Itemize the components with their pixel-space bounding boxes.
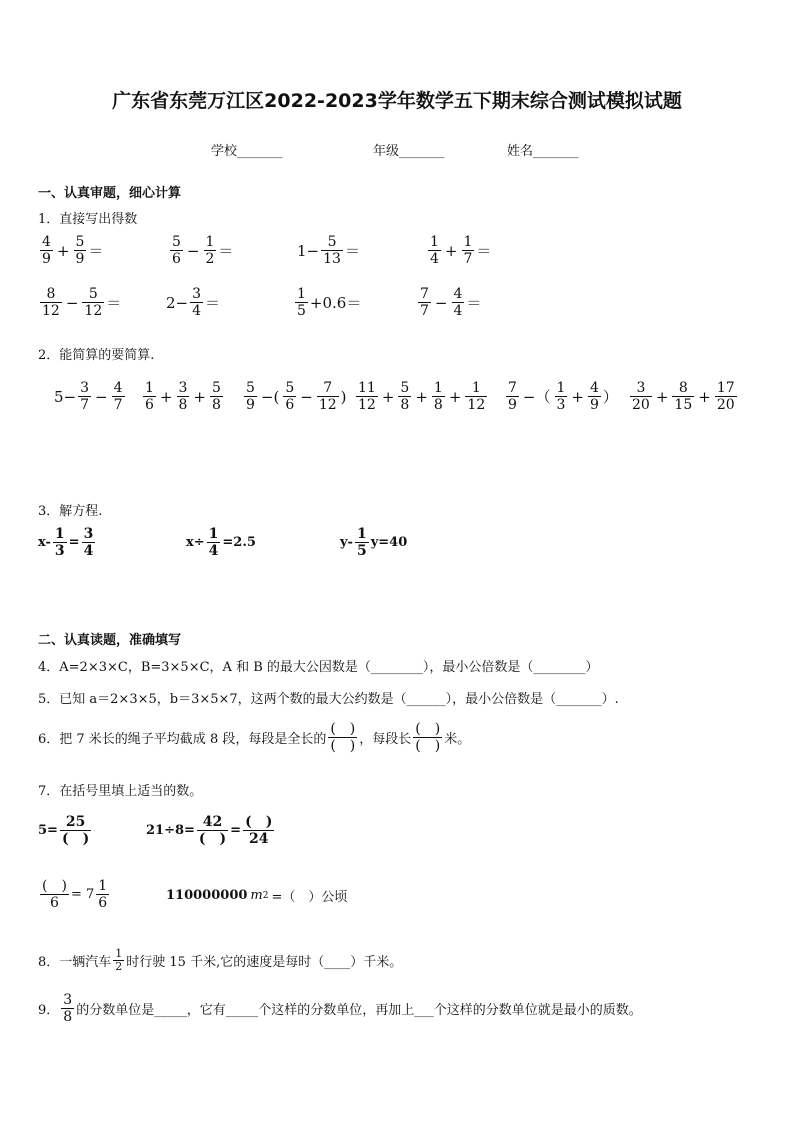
q1-label: 1．直接写出得数: [38, 212, 138, 227]
grade-field: 年级_______: [373, 144, 445, 159]
q8-text: 8．一辆汽车 1 2 时行驶 15 千米,它的速度是每时（____）千米。: [38, 947, 403, 973]
q6-text: 6．把 7 米长的绳子平均截成 8 段，每段是全长的 ( ) ( ) ，每段长 ( ) ( ) 米。: [38, 721, 471, 754]
q9-text: 9． 3 8 的分数单位是_____，它有_____个这样的分数单位，再加上___个这样的分数单位就是最小的质数。: [38, 992, 642, 1025]
q1-r1-e1: 4 9 + 5 9 ＝: [42, 234, 104, 267]
q2-e4: 11 12 + 5 8 + 1 8 + 1 12: [358, 380, 486, 413]
q2-e3: 5 9 −( 5 6 − 7 12 ): [246, 380, 347, 413]
name-field: 姓名_______: [507, 144, 579, 159]
section-1-heading: 一、认真审题，细心计算: [38, 186, 182, 201]
q1-r2-e3: 1 5 +0.6＝: [297, 286, 362, 319]
q2-e1: 5− 3 7 − 4 7: [54, 380, 123, 413]
q2-label: 2．能简算的要简算.: [38, 348, 155, 363]
q3-e3: y- 1 5 y=40: [340, 526, 408, 559]
q2-e5: 7 9 −（ 1 3 + 4 9 ）: [508, 380, 618, 413]
q7-d: 110000000 m 2 =（ ）公顷: [166, 888, 348, 905]
section-2-heading: 二、认真读题，准确填写: [38, 633, 182, 648]
q7-b: 21÷8= 42 ( ) = ( ) 24: [146, 814, 273, 847]
q5-text: 5．已知 a＝2×3×5，b＝3×5×7，这两个数的最大公约数是（______），最小公倍数是（_______）.: [38, 692, 619, 707]
q1-r2-e1: 8 12 − 5 12 ＝: [42, 286, 122, 319]
q3-label: 3．解方程.: [38, 504, 103, 519]
q3-e1: x- 1 3 = 3 4: [38, 526, 94, 559]
q4-text: 4．A=2×3×C，B=3×5×C，A 和 B 的最大公因数是（________），最小公倍数是（________）: [38, 660, 599, 675]
q2-e6: 3 20 + 8 15 + 17 20: [632, 380, 735, 413]
q3-e2: x÷ 1 4 =2.5: [186, 526, 256, 559]
q1-r2-e2: 2− 3 4 ＝: [166, 286, 221, 319]
q1-r2-e4: 7 7 − 4 4 ＝: [420, 286, 482, 319]
q7-label: 7．在括号里填上适当的数。: [38, 784, 203, 799]
q1-r1-e2: 5 6 − 1 2 ＝: [172, 234, 234, 267]
school-field: 学校_______: [211, 144, 283, 159]
page-title: 广东省东莞万江区2022-2023学年数学五下期末综合测试模拟试题: [112, 90, 682, 112]
q2-e2: 1 6 + 3 8 + 5 8: [145, 380, 221, 413]
q1-r1-e3: 1− 5 13 ＝: [297, 234, 360, 267]
q7-c: ( ) 6 = 7 1 6: [42, 878, 108, 911]
q7-a: 5= 25 ( ): [38, 814, 90, 847]
q1-r1-e4: 1 4 + 1 7 ＝: [430, 234, 492, 267]
